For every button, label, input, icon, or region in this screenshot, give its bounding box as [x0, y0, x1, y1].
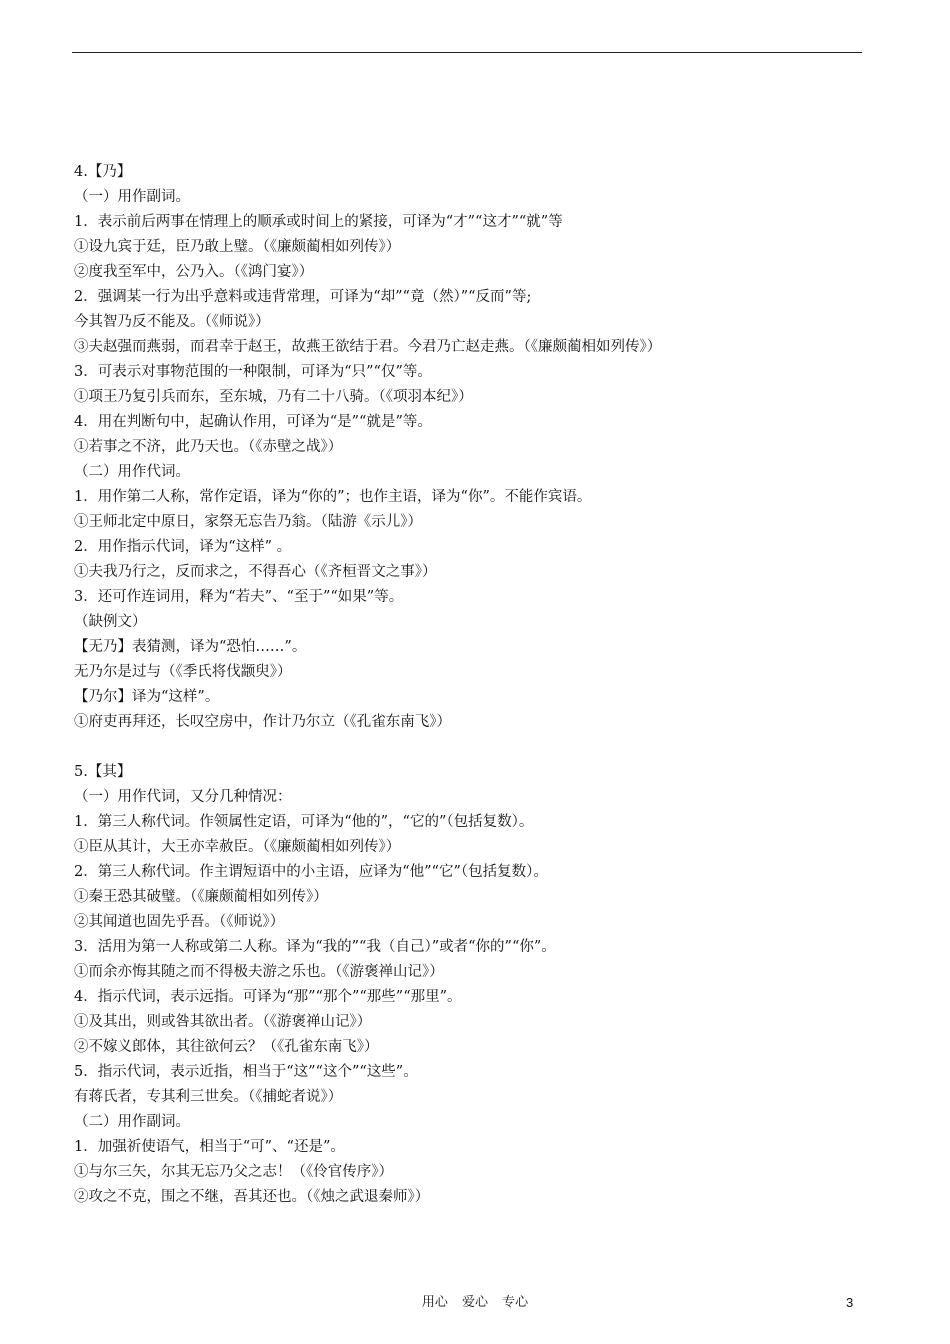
text-line: ①而余亦悔其随之而不得极夫游之乐也。（《游褒禅山记》）	[74, 964, 444, 980]
text-line: ②其闻道也固先乎吾。（《师说》）	[74, 914, 285, 930]
text-line: 【乃尔】译为“这样”。	[74, 689, 220, 705]
text-line: ①若事之不济，此乃天也。（《赤壁之战》）	[74, 439, 343, 455]
header-rule	[72, 52, 862, 53]
text-line: 5．指示代词，表示近指，相当于“这”“这个”“这些”。	[74, 1064, 418, 1080]
text-line: 4．指示代词，表示远指。可译为“那”“那个”“那些”“那里”。	[74, 989, 462, 1005]
text-line: 1．加强祈使语气，相当于“可”、“还是”。	[74, 1139, 345, 1155]
text-line: （二）用作副词。	[74, 1114, 190, 1130]
text-line: ①府吏再拜还，长叹空房中，作计乃尔立（《孔雀东南飞》）	[74, 714, 451, 730]
text-line: 3．活用为第一人称或第二人称。译为“我的”“我（自己）”或者“你的”“你”。	[74, 939, 556, 955]
text-line: 3．可表示对事物范围的一种限制，可译为“只”“仅”等。	[74, 364, 432, 380]
text-line: ①臣从其计，大王亦幸赦臣。（《廉颇蔺相如列传》）	[74, 839, 401, 855]
text-line: ①及其出，则或咎其欲出者。（《游褒禅山记》）	[74, 1014, 372, 1030]
text-line: ①项王乃复引兵而东，至东城，乃有二十八骑。（《项羽本纪》）	[74, 389, 473, 405]
text-line: 3．还可作连词用，释为“若夫”、“至于”“如果”等。	[74, 589, 404, 605]
text-line: ①与尔三矢，尔其无忘乃父之志！（《伶官传序》）	[74, 1164, 393, 1180]
text-line: 今其智乃反不能及。（《师说》）	[74, 314, 270, 330]
text-line: ①王师北定中原日，家祭无忘告乃翁。（陆游《示儿》）	[74, 514, 422, 530]
footer-word: 用心	[421, 1295, 448, 1310]
text-line: 2．用作指示代词，译为“这样” 。	[74, 539, 292, 555]
text-line: （缺例文）	[74, 614, 147, 630]
text-line: （一）用作副词。	[74, 189, 190, 205]
footer-motto	[0, 1294, 950, 1312]
text-line: ②度我至军中，公乃入。（《鸿门宴》）	[74, 264, 314, 280]
text-line: 无乃尔是过与（《季氏将伐颛臾》）	[74, 664, 292, 680]
text-line: （一）用作代词，又分几种情况：	[74, 789, 292, 805]
page-number: 3	[846, 1295, 854, 1310]
document-body	[74, 160, 874, 1210]
text-line: ②不嫁义郎体，其往欲何云？（《孔雀东南飞》）	[74, 1039, 379, 1055]
text-line: ①设九宾于廷，臣乃敢上璧。（《廉颇蔺相如列传》）	[74, 239, 401, 255]
section-gap	[74, 735, 874, 760]
text-line: ②攻之不克，围之不继，吾其还也。（《烛之武退秦师》）	[74, 1189, 430, 1205]
text-line: 【无乃】表猜测，译为“恐怕……”。	[74, 639, 307, 655]
footer-word: 爱心	[461, 1295, 488, 1310]
text-line: 2．强调某一行为出乎意料或违背常理，可译为“却”“竟（然）”“反而”等;	[74, 289, 532, 305]
text-line: ③夫赵强而燕弱，而君幸于赵王，故燕王欲结于君。今君乃亡赵走燕。（《廉颇蔺相如列传》）	[74, 339, 662, 355]
text-line: 有蒋氏者，专其利三世矣。（《捕蛇者说》）	[74, 1089, 343, 1105]
text-line: 4．用在判断句中，起确认作用，可译为“是”“就是”等。	[74, 414, 432, 430]
text-line: ①秦王恐其破璧。（《廉颇蔺相如列传》）	[74, 889, 328, 905]
text-line: 1．表示前后两事在情理上的顺承或时间上的紧接，可译为“才”“这才”“就”等	[74, 214, 563, 230]
text-line: （二）用作代词。	[74, 464, 190, 480]
text-line: 1．用作第二人称，常作定语，译为“你的”；也作主语，译为“你”。不能作宾语。	[74, 489, 592, 505]
section-title-qi: 5.【其】	[74, 764, 132, 780]
text-line: 1．第三人称代词。作领属性定语，可译为“他的”，“它的”（包括复数）。	[74, 814, 534, 830]
section-title-nai: 4.【乃】	[74, 164, 132, 180]
text-line: 2．第三人称代词。作主谓短语中的小主语，应译为“他”“它”（包括复数）。	[74, 864, 548, 880]
text-line: ①夫我乃行之，反而求之，不得吾心（《齐桓晋文之事》）	[74, 564, 437, 580]
footer-word: 专心	[502, 1295, 529, 1310]
